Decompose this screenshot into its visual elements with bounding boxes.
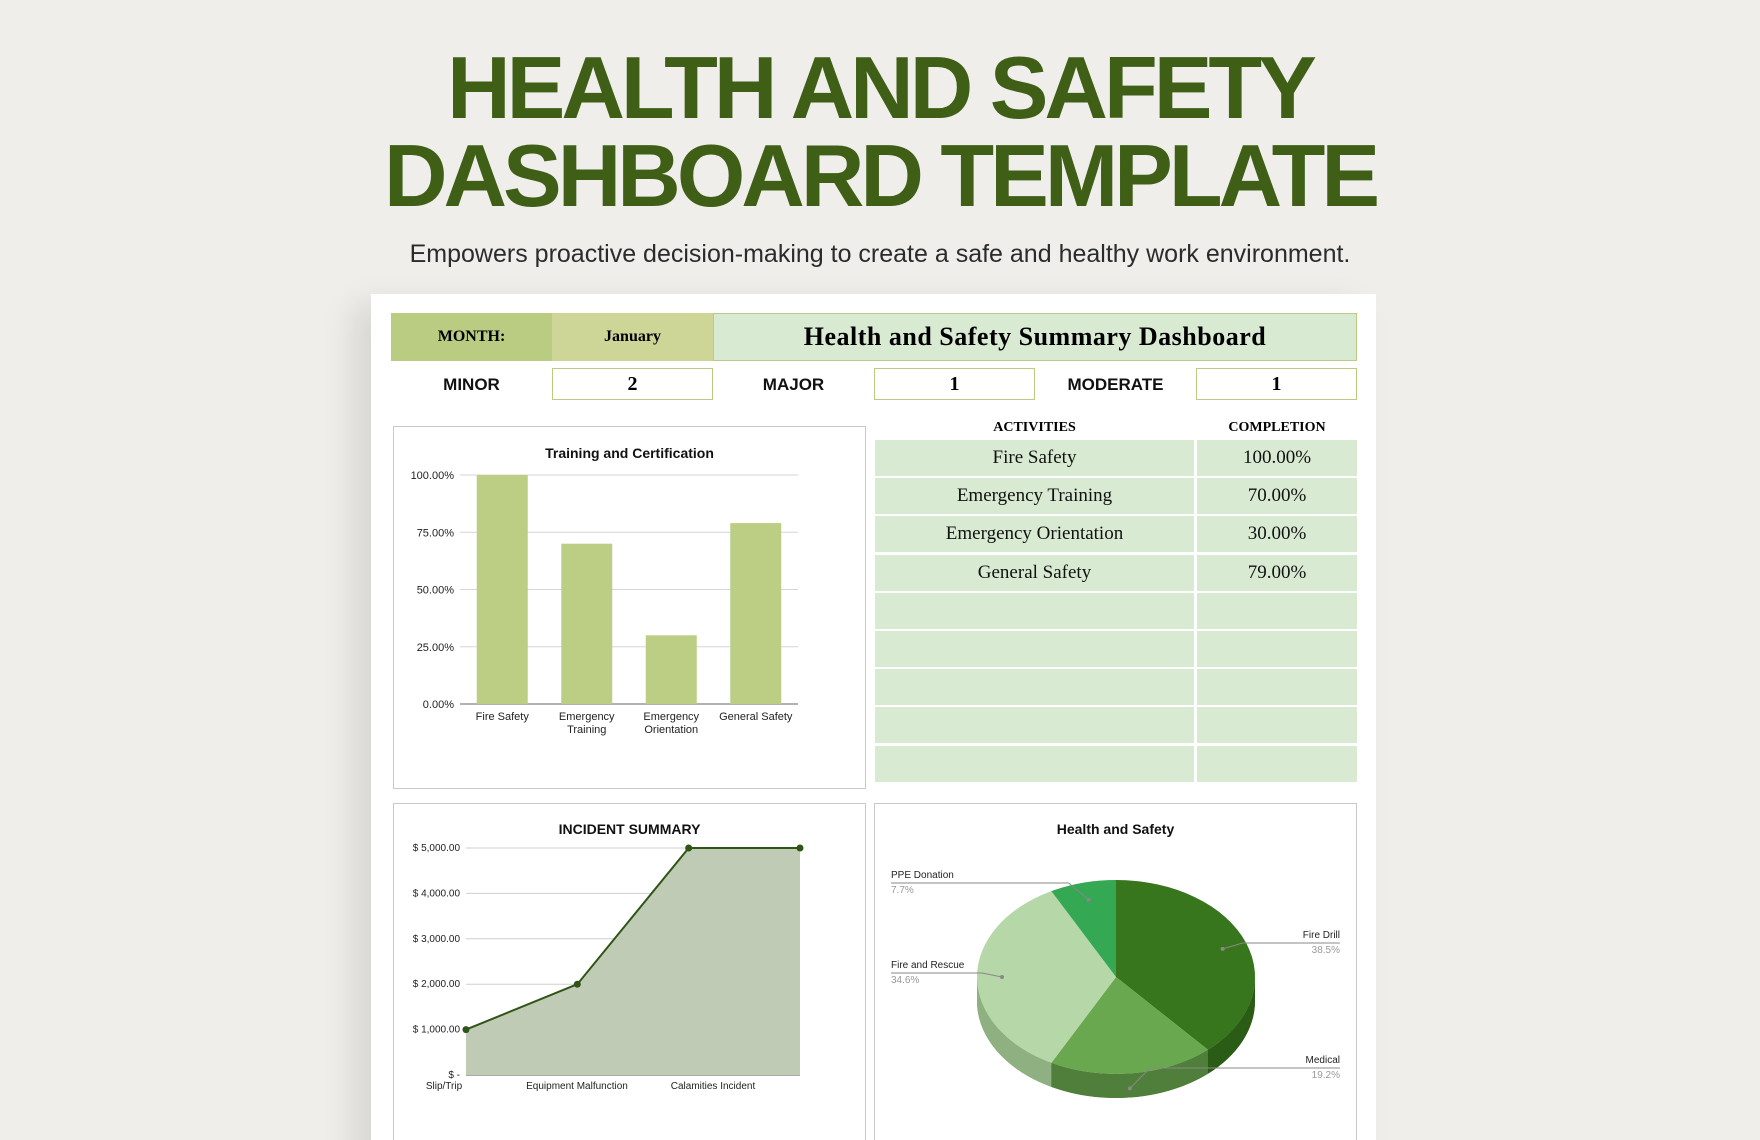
page-subtitle: Empowers proactive decision-making to create a safe and healthy work environment.	[409, 240, 1351, 268]
completion-cell[interactable]: 100.00%	[1197, 440, 1357, 476]
table-row	[875, 516, 1357, 552]
activity-cell[interactable]	[875, 707, 1194, 743]
y-tick-label: 75.00%	[416, 527, 454, 540]
bar-2	[561, 544, 612, 704]
major-value[interactable]: 1	[874, 368, 1035, 400]
pie-percent: 34.6%	[891, 975, 920, 986]
activity-cell[interactable]	[875, 746, 1194, 782]
health-pie-chart	[875, 804, 1356, 1140]
title-line-2: DASHBOARD TEMPLATE	[383, 126, 1377, 225]
activity-cell[interactable]	[875, 593, 1194, 629]
x-tick-label: Emergency	[643, 711, 700, 723]
health-pie-panel	[874, 803, 1357, 1140]
incident-chart-title: INCIDENT SUMMARY	[558, 821, 701, 837]
x-tick-label: Emergency	[558, 711, 615, 723]
pie-chart-title: Health and Safety	[1056, 821, 1175, 837]
activities-header: ACTIVITIES	[993, 420, 1076, 435]
y-tick-label: 0.00%	[422, 699, 454, 711]
moderate-label: MODERATE	[1067, 375, 1164, 394]
major-label: MAJOR	[762, 375, 825, 394]
incident-chart-panel	[393, 803, 866, 1140]
table-row	[875, 593, 1357, 629]
dashboard-title: Health and Safety Summary Dashboard	[713, 313, 1357, 361]
training-chart-title: Training and Certification	[545, 445, 714, 461]
completion-cell[interactable]	[1197, 746, 1357, 782]
y-tick-label: $ 5,000.00	[412, 843, 460, 854]
activity-cell[interactable]: Emergency Training	[875, 478, 1194, 514]
completion-cell[interactable]	[1197, 631, 1357, 667]
activity-cell[interactable]: Emergency Orientation	[875, 516, 1194, 552]
activity-cell[interactable]	[875, 669, 1194, 705]
y-tick-label: $ 4,000.00	[412, 888, 460, 900]
x-tick-label: Orientation	[644, 724, 699, 736]
completion-cell[interactable]: 70.00%	[1197, 478, 1357, 514]
y-tick-label: $ 2,000.00	[412, 979, 460, 991]
incident-area-chart	[394, 804, 865, 1140]
training-bar-chart	[394, 427, 865, 788]
completion-cell[interactable]	[1197, 707, 1357, 743]
y-tick-label: 100.00%	[410, 470, 454, 482]
month-value[interactable]: January	[552, 313, 713, 361]
minor-value[interactable]: 2	[552, 368, 713, 400]
x-tick-label: General Safety	[719, 711, 793, 723]
table-row	[875, 478, 1357, 514]
y-tick-label: $ 1,000.00	[412, 1024, 460, 1036]
table-row	[875, 669, 1357, 705]
bar-4	[730, 523, 781, 704]
completion-cell[interactable]: 79.00%	[1197, 555, 1357, 591]
minor-label: MINOR	[443, 375, 500, 394]
data-point-4	[797, 845, 804, 852]
pie-label: PPE Donation	[891, 870, 954, 881]
x-tick-label: Training	[567, 724, 607, 736]
x-tick-label: Equipment Malfunction	[526, 1081, 628, 1092]
x-tick-label: Slip/Trip	[425, 1081, 463, 1092]
bar-3	[646, 635, 697, 704]
pie-label: Fire Drill	[1302, 930, 1340, 941]
table-row	[875, 707, 1357, 743]
dashboard-sheet	[371, 294, 1376, 1140]
table-row	[875, 555, 1357, 591]
y-tick-label: $ 3,000.00	[412, 933, 460, 945]
table-row	[875, 746, 1357, 782]
completion-header: COMPLETION	[1228, 420, 1326, 435]
bar-1	[477, 475, 528, 704]
completion-cell[interactable]	[1197, 593, 1357, 629]
y-tick-label: $ -	[448, 1070, 460, 1081]
data-point-1	[463, 1026, 470, 1033]
table-row	[875, 631, 1357, 667]
table-row	[875, 440, 1357, 476]
pie-percent: 38.5%	[1311, 945, 1340, 956]
x-tick-label: Fire Safety	[475, 711, 529, 723]
activity-cell[interactable]	[875, 631, 1194, 667]
activity-cell[interactable]: Fire Safety	[875, 440, 1194, 476]
data-point-2	[574, 981, 581, 988]
pie-percent: 7.7%	[891, 885, 914, 896]
pie-label: Fire and Rescue	[891, 960, 965, 971]
moderate-value[interactable]: 1	[1196, 368, 1357, 400]
activity-cell[interactable]: General Safety	[875, 555, 1194, 591]
y-tick-label: 25.00%	[416, 641, 454, 654]
completion-cell[interactable]	[1197, 669, 1357, 705]
training-chart-panel	[393, 426, 866, 789]
pie-label: Medical	[1305, 1055, 1340, 1066]
area-fill	[466, 848, 800, 1075]
x-tick-label: Calamities Incident	[670, 1081, 756, 1092]
pie-percent: 19.2%	[1311, 1070, 1340, 1081]
y-tick-label: 50.00%	[416, 584, 454, 597]
completion-cell[interactable]: 30.00%	[1197, 516, 1357, 552]
page-title	[0, 38, 1760, 225]
title-line-1: HEALTH AND SAFETY	[447, 38, 1313, 137]
month-label: MONTH:	[391, 313, 552, 361]
data-point-3	[685, 845, 692, 852]
